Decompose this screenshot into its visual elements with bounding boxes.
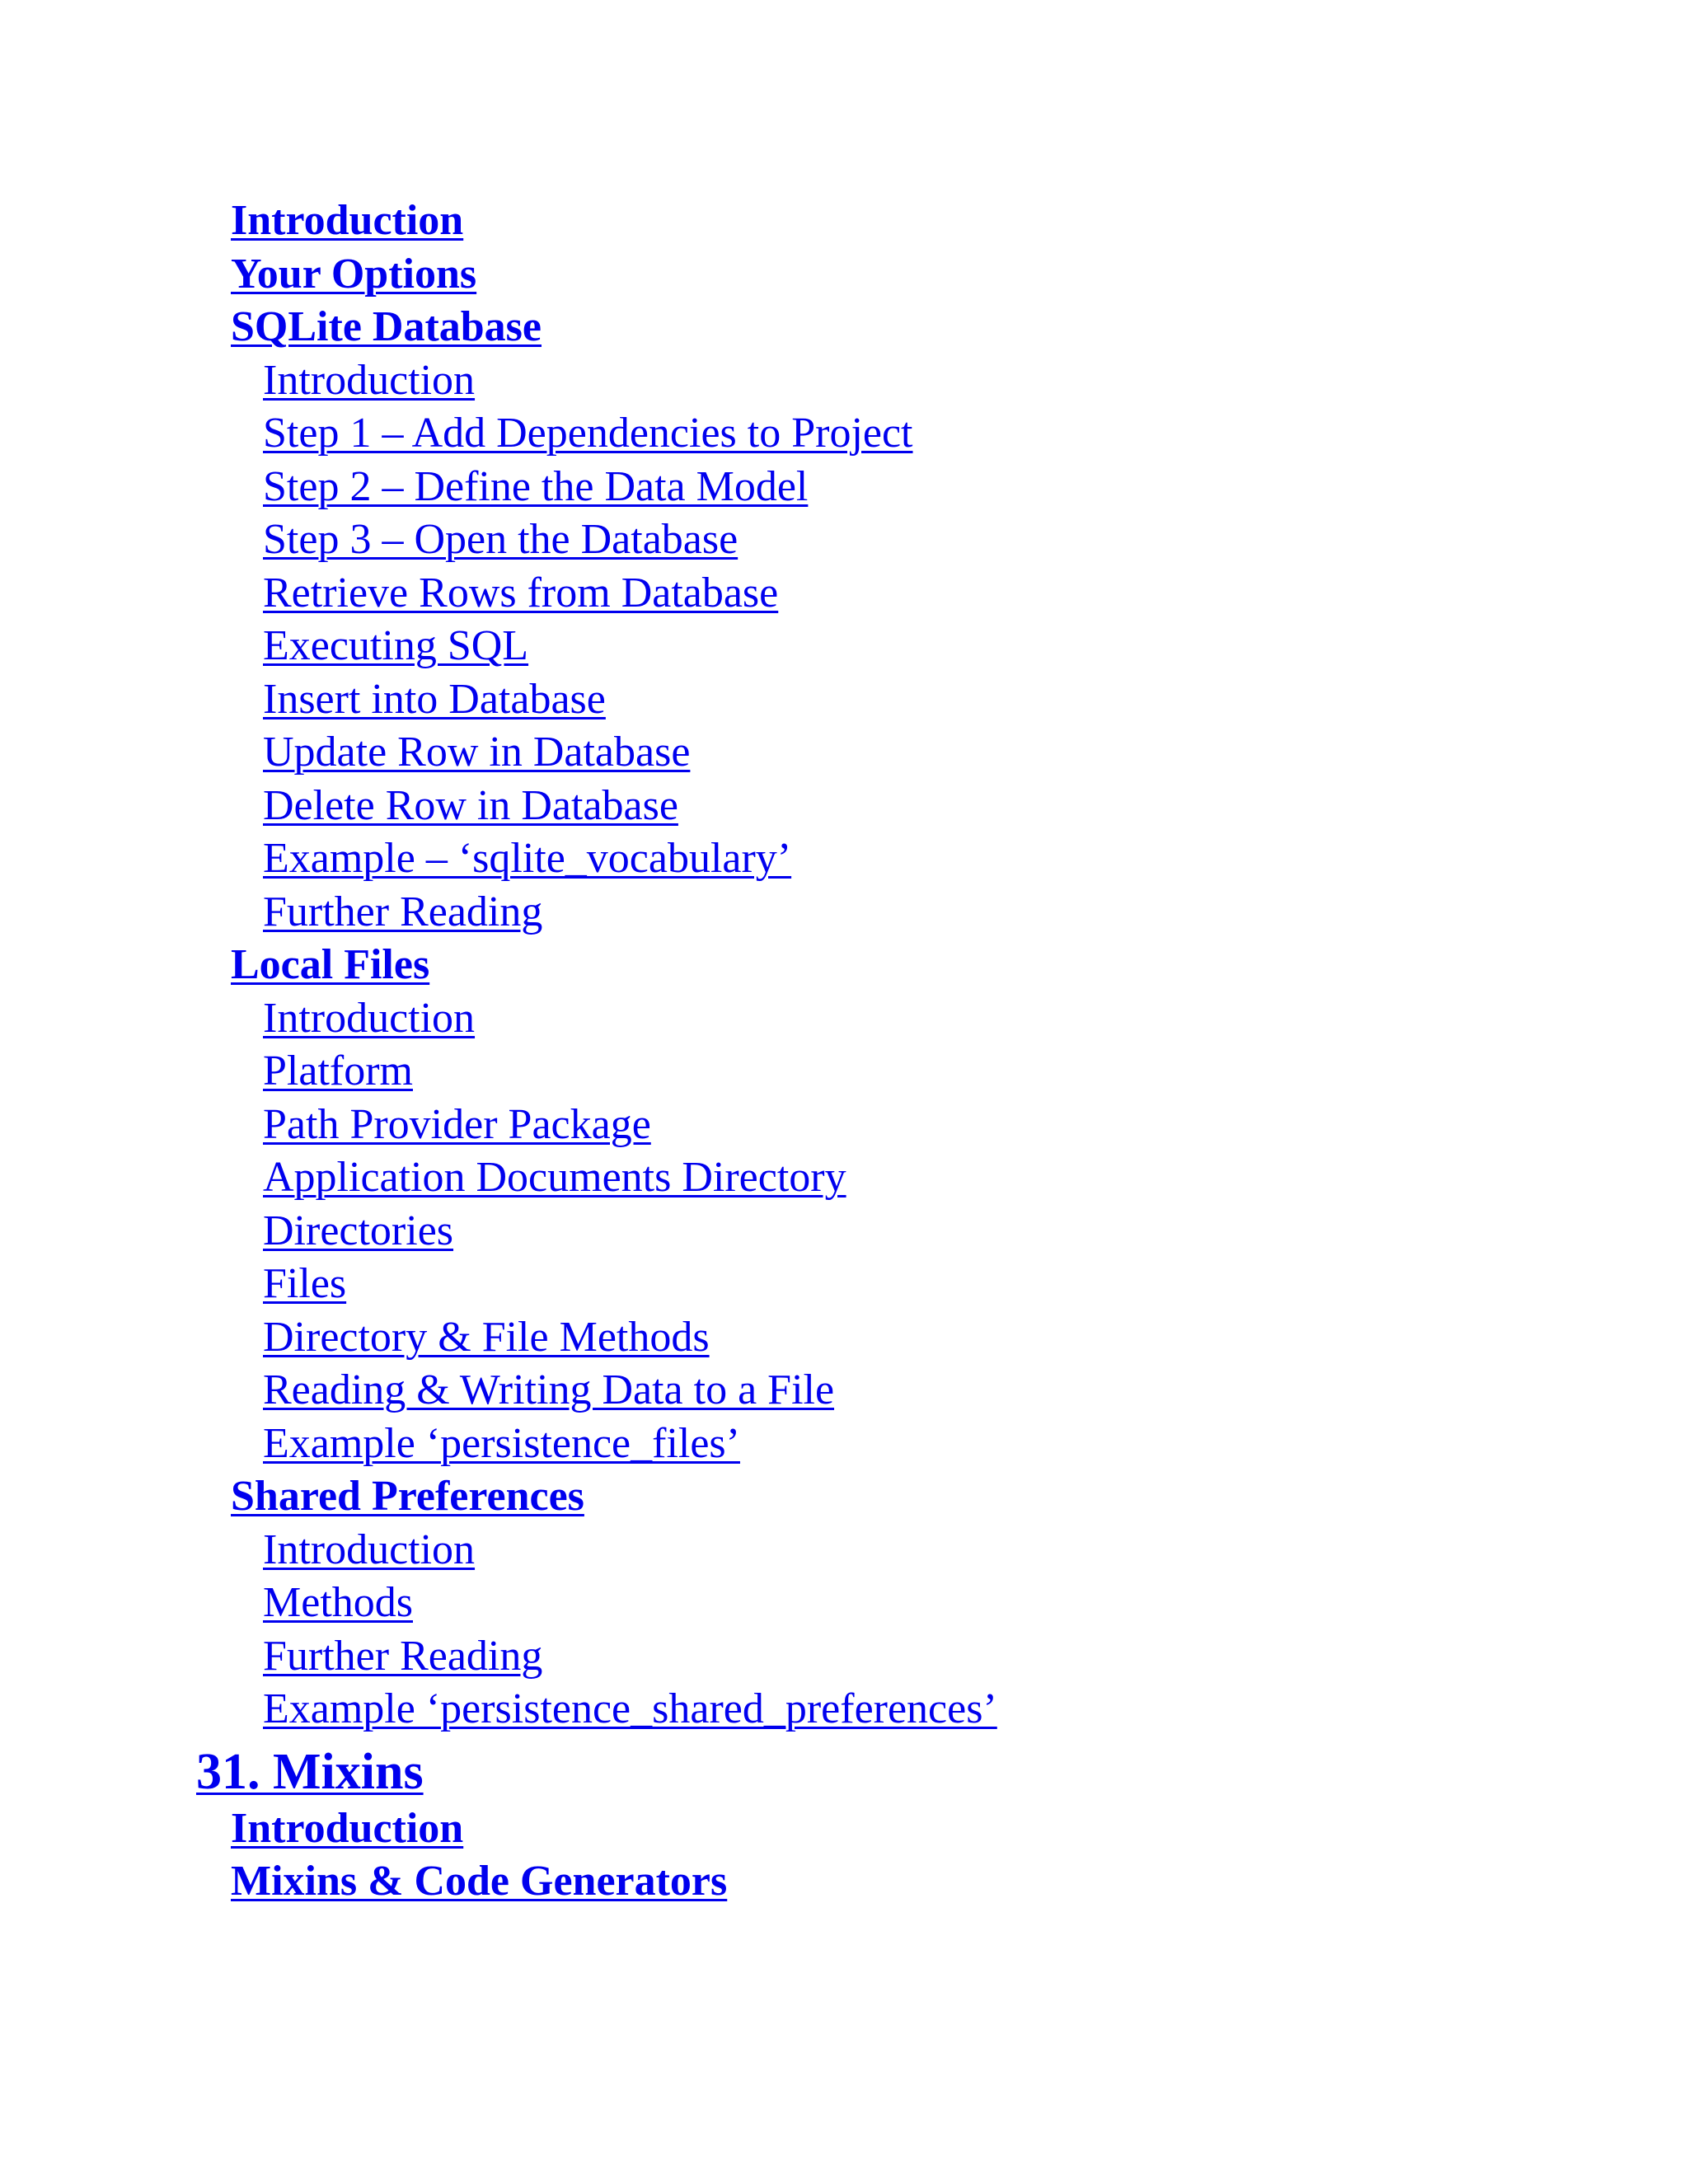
toc-subsection-link[interactable]: Reading & Writing Data to a File	[263, 1366, 835, 1413]
toc-subsection-link[interactable]: Step 1 – Add Dependencies to Project	[263, 410, 913, 457]
toc-subsection-link[interactable]: Introduction	[263, 1526, 476, 1573]
toc-subsection-link[interactable]: Introduction	[263, 356, 476, 404]
toc-section-link[interactable]: Introduction	[231, 197, 464, 244]
toc-section-link[interactable]: Mixins & Code Generators	[231, 1858, 728, 1905]
toc-subsection-link[interactable]: Platform	[263, 1047, 413, 1094]
toc-subsection-link[interactable]: Methods	[263, 1579, 413, 1626]
toc-subsection-link[interactable]: Further Reading	[263, 1632, 543, 1680]
toc-subsection-link[interactable]: Directories	[263, 1207, 454, 1254]
toc-section-link[interactable]: SQLite Database	[231, 303, 542, 350]
toc-subsection-link[interactable]: Example – ‘sqlite_vocabulary’	[263, 835, 792, 882]
toc-section-link[interactable]: Shared Preferences	[231, 1473, 584, 1520]
toc-subsection-link[interactable]: Executing SQL	[263, 622, 529, 669]
toc-subsection-link[interactable]: Step 3 – Open the Database	[263, 516, 738, 563]
toc-subsection-link[interactable]: Retrieve Rows from Database	[263, 569, 779, 616]
toc-subsection-link[interactable]: Example ‘persistence_shared_preferences’	[263, 1685, 997, 1732]
toc-subsection-link[interactable]: Further Reading	[263, 888, 543, 935]
toc-subsection-link[interactable]: Step 2 – Define the Data Model	[263, 462, 809, 510]
toc-section-link[interactable]: Your Options	[231, 250, 477, 298]
toc-subsection-link[interactable]: Update Row in Database	[263, 729, 691, 776]
toc-chapter-link[interactable]: 31. Mixins	[196, 1743, 424, 1800]
toc-subsection-link[interactable]: Introduction	[263, 994, 476, 1042]
table-of-contents	[196, 194, 1597, 1909]
toc-subsection-link[interactable]: Example ‘persistence_files’	[263, 1419, 740, 1467]
toc-subsection-link[interactable]: Insert into Database	[263, 675, 606, 723]
toc-subsection-link[interactable]: Delete Row in Database	[263, 781, 678, 829]
toc-subsection-link[interactable]: Directory & File Methods	[263, 1313, 710, 1361]
toc-section-link[interactable]: Local Files	[231, 941, 430, 988]
toc-subsection-link[interactable]: Application Documents Directory	[263, 1154, 846, 1201]
toc-subsection-link[interactable]: Path Provider Package	[263, 1100, 651, 1148]
toc-section-link[interactable]: Introduction	[231, 1804, 464, 1852]
toc-subsection-link[interactable]: Files	[263, 1260, 347, 1307]
